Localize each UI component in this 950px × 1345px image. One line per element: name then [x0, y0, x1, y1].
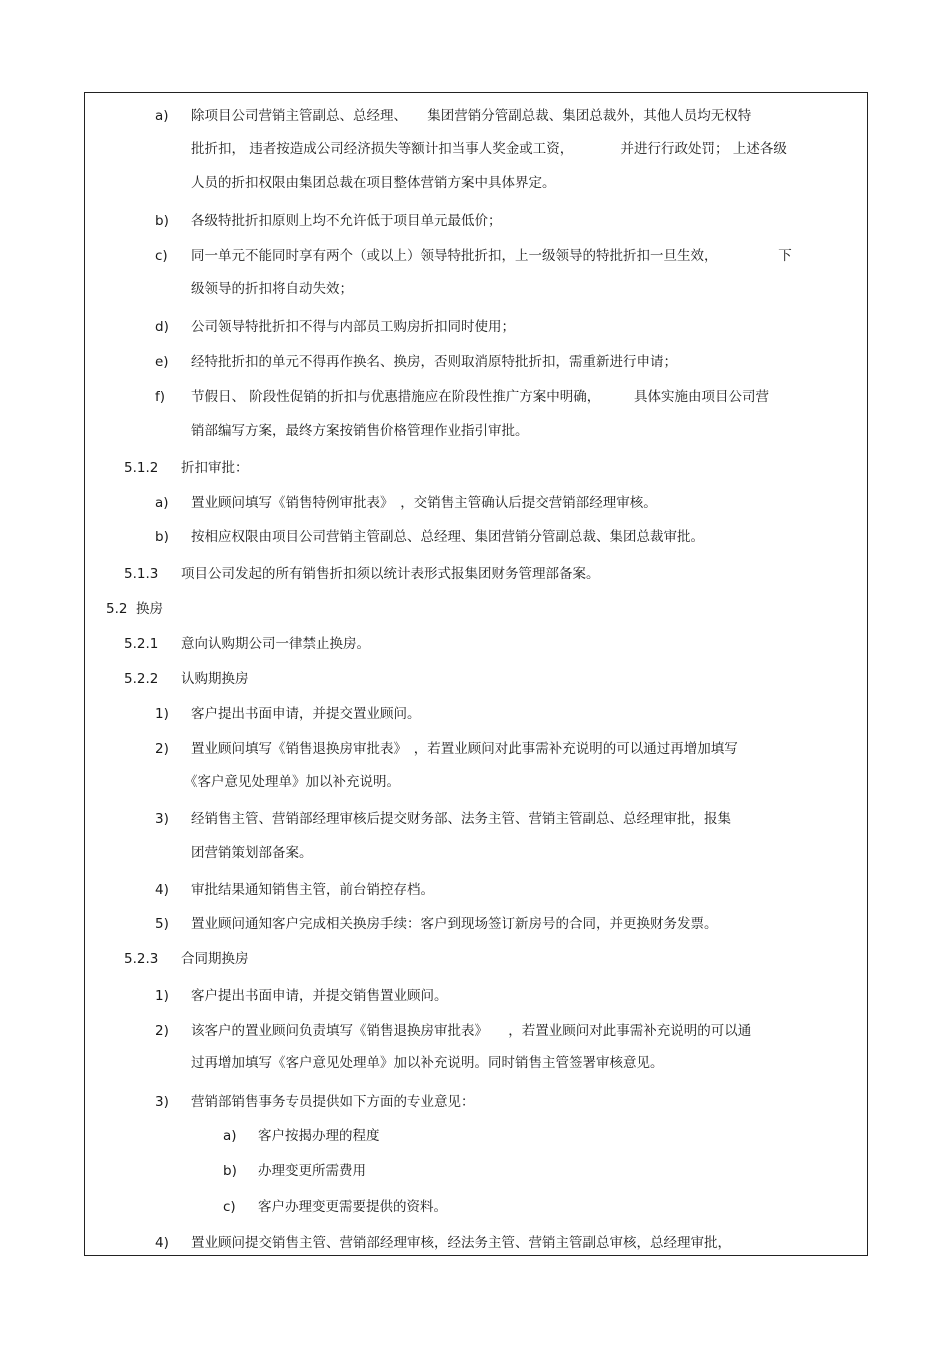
item-marker: c)	[155, 248, 168, 264]
text-line: 办理变更所需费用	[258, 1163, 366, 1179]
item-marker: 2)	[155, 1023, 169, 1039]
text-line: 项目公司发起的所有销售折扣须以统计表形式报集团财务管理部备案。	[181, 566, 600, 582]
section-number: 5.2.3	[124, 951, 159, 967]
text-line: 营销部销售事务专员提供如下方面的专业意见：	[191, 1094, 475, 1110]
section-number: 5.2.2	[124, 671, 159, 687]
item-marker: 1)	[155, 988, 169, 1004]
text-line: 团营销策划部备案。	[191, 845, 313, 861]
text-line: 销部编写方案，最终方案按销售价格管理作业指引审批。	[191, 423, 529, 439]
text-line: 客户办理变更需要提供的资料。	[258, 1199, 447, 1215]
text-line: 置业顾问通知客户完成相关换房手续：客户到现场签订新房号的合同，并更换财务发票。	[191, 916, 718, 932]
item-marker: f)	[155, 389, 166, 405]
text-line: 客户提出书面申请，并提交销售置业顾问。	[191, 988, 448, 1004]
section-number: 5.1.3	[124, 566, 159, 582]
item-marker: 4)	[155, 882, 169, 898]
text-line: 批折扣， 违者按造成公司经济损失等额计扣当事人奖金或工资， 并进行行政处罚； 上述各级	[191, 141, 787, 157]
text-line: 各级特批折扣原则上均不允许低于项目单元最低价；	[191, 213, 502, 229]
item-marker: 3)	[155, 811, 169, 827]
text-line: 除项目公司营销主管副总、总经理、 集团营销分管副总裁、集团总裁外，其他人员均无权特	[191, 108, 752, 124]
item-marker: e)	[155, 354, 169, 370]
section-number: 5.1.2	[124, 460, 159, 476]
section-heading: 换房	[136, 601, 163, 617]
section-heading: 合同期换房	[181, 951, 249, 967]
text-line: 《客户意见处理单》加以补充说明。	[184, 774, 400, 790]
item-marker: b)	[223, 1163, 237, 1179]
item-marker: 4)	[155, 1235, 169, 1251]
item-marker: a)	[155, 108, 169, 124]
item-marker: 3)	[155, 1094, 169, 1110]
item-marker: 5)	[155, 916, 169, 932]
item-marker: a)	[223, 1128, 237, 1144]
item-marker: a)	[155, 495, 169, 511]
item-marker: 1)	[155, 706, 169, 722]
text-line: 置业顾问填写《销售特例审批表》 ，交销售主管确认后提交营销部经理审核。	[191, 495, 657, 511]
item-marker: c)	[223, 1199, 236, 1215]
item-marker: d)	[155, 319, 169, 335]
text-line: 客户按揭办理的程度	[258, 1128, 380, 1144]
item-marker: b)	[155, 529, 169, 545]
text-line: 意向认购期公司一律禁止换房。	[181, 636, 370, 652]
text-line: 级领导的折扣将自动失效；	[191, 281, 353, 297]
text-line: 过再增加填写《客户意见处理单》加以补充说明。同时销售主管签署审核意见。	[191, 1055, 664, 1071]
text-line: 经销售主管、营销部经理审核后提交财务部、法务主管、营销主管副总、总经理审批，报集	[191, 811, 731, 827]
text-line: 人员的折扣权限由集团总裁在项目整体营销方案中具体界定。	[191, 175, 556, 191]
text-line: 审批结果通知销售主管，前台销控存档。	[191, 882, 434, 898]
text-line: 客户提出书面申请，并提交置业顾问。	[191, 706, 421, 722]
text-line: 该客户的置业顾问负责填写《销售退换房审批表》 ，若置业顾问对此事需补充说明的可以通	[191, 1023, 752, 1039]
text-line: 置业顾问填写《销售退换房审批表》 ，若置业顾问对此事需补充说明的可以通过再增加填写	[191, 741, 738, 757]
section-heading: 认购期换房	[181, 671, 249, 687]
section-number: 5.2	[106, 601, 128, 617]
text-line: 节假日、 阶段性促销的折扣与优惠措施应在阶段性推广方案中明确， 具体实施由项目公司营	[191, 389, 770, 405]
text-line: 公司领导特批折扣不得与内部员工购房折扣同时使用；	[191, 319, 515, 335]
text-line: 置业顾问提交销售主管、营销部经理审核，经法务主管、营销主管副总审核，总经理审批，	[191, 1235, 731, 1251]
item-marker: b)	[155, 213, 169, 229]
section-number: 5.2.1	[124, 636, 159, 652]
text-line: 经特批折扣的单元不得再作换名、换房，否则取消原特批折扣，需重新进行申请；	[191, 354, 677, 370]
item-marker: 2)	[155, 741, 169, 757]
text-line: 按相应权限由项目公司营销主管副总、总经理、集团营销分管副总裁、集团总裁审批。	[191, 529, 704, 545]
section-heading: 折扣审批：	[181, 460, 249, 476]
text-line: 同一单元不能同时享有两个（或以上）领导特批折扣，上一级领导的特批折扣一旦生效， 下	[191, 248, 792, 264]
